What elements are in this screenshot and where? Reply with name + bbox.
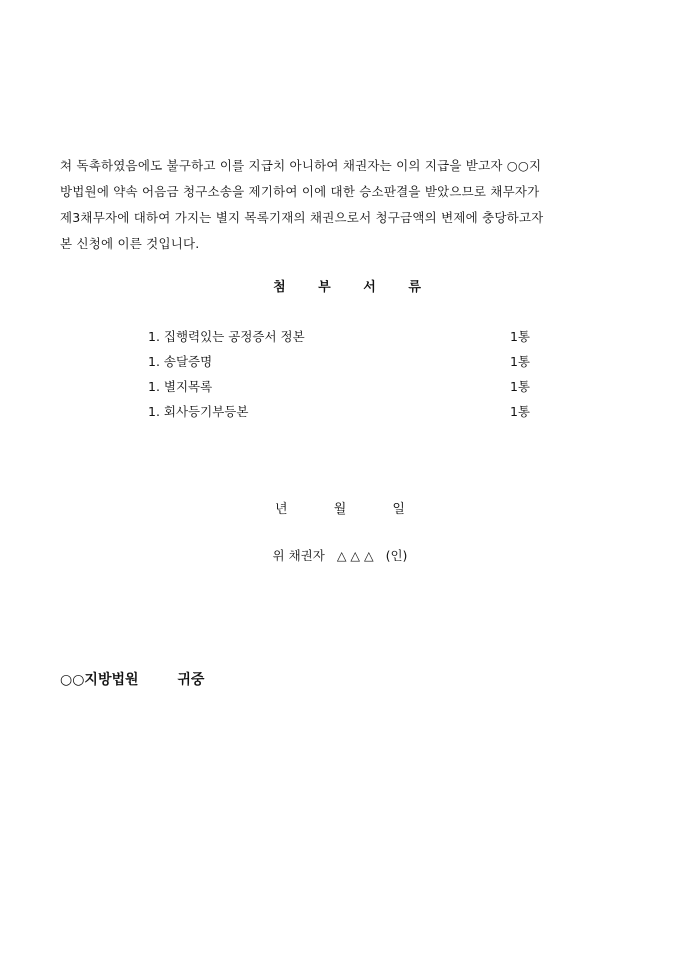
attachments-list — [148, 324, 530, 424]
creditor-seal: (인) — [385, 548, 408, 563]
body-paragraph — [60, 153, 622, 257]
attachment-count: 1통 — [509, 404, 530, 419]
attachment-label: 1. 집행력있는 공정증서 정본 — [148, 329, 305, 344]
court-honorific: 귀중 — [177, 672, 205, 688]
court-name: ○○지방법원 — [60, 672, 139, 688]
attachment-count: 1통 — [509, 329, 530, 344]
attachments-heading: 첨 부 서 류 — [273, 280, 435, 295]
date-day: 일 — [392, 502, 405, 517]
attachment-count: 1통 — [509, 379, 530, 394]
attachment-label: 1. 송달증명 — [148, 354, 213, 369]
attachment-label: 1. 별지목록 — [148, 379, 213, 394]
list-item — [148, 399, 530, 424]
date-line — [0, 498, 680, 517]
court-addressee — [60, 669, 204, 689]
body-line: 제3채무자에 대하여 가지는 별지 목록기재의 채권으로서 청구금액의 변제에 충당하고자 — [60, 210, 544, 225]
list-item — [148, 324, 530, 349]
attachment-label: 1. 회사등기부등본 — [148, 404, 249, 419]
list-item — [148, 349, 530, 374]
list-item — [148, 374, 530, 399]
attachment-count: 1통 — [509, 354, 530, 369]
creditor-signature-line — [0, 546, 680, 564]
body-line: 본 신청에 이른 것입니다. — [60, 236, 200, 251]
body-line: 쳐 독촉하였음에도 불구하고 이를 지급치 아니하여 채권자는 이의 지급을 받고자 ○○지 — [60, 158, 542, 173]
creditor-prefix: 위 채권자 — [272, 548, 325, 563]
body-line: 방법원에 약속 어음금 청구소송을 제기하여 이에 대한 승소판결을 받았으므로 채무자가 — [60, 184, 540, 199]
date-month: 월 — [333, 502, 347, 517]
date-year: 년 — [275, 502, 288, 517]
creditor-name: △ △ △ — [336, 548, 374, 563]
